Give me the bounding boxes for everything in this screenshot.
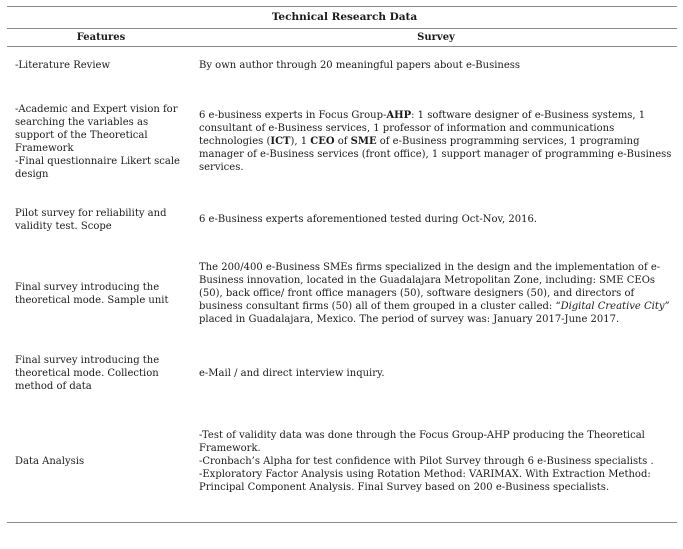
cluster-name: Digital Creative City <box>560 301 665 312</box>
survey-line: -Exploratory Factor Analysis using Rotation Method: VARIMAX. With Extraction Method: Principal Component Analysis. Final Survey based on 200 e-Business specialists. <box>199 468 651 493</box>
feature-cell: Data Analysis <box>7 400 190 523</box>
table-row <box>7 47 677 85</box>
survey-cell <box>190 84 677 199</box>
survey-text: : 1 software designer of e-Business systems, 1 consultant of e-Business services, 1 professor of information and communications technologies ( <box>199 110 646 147</box>
technical-research-data-table <box>7 6 677 523</box>
survey-column-header: Survey <box>190 29 677 47</box>
feature-line: -Academic and Expert vision for searching the variables as support of the Theoretical Framework <box>15 103 178 154</box>
survey-text: The 200/400 e-Business SMEs firms specialized in the design and the implementation of e-Business innovation, located in the Guadalajara Metropolitan Zone, including: SME CEOs (50), back office/ front office managers (50), software designers (50), and directors of business consultant firms (50) all of them grouped in a cluster called: “ <box>199 262 661 312</box>
survey-cell <box>190 240 677 347</box>
table-row <box>7 347 677 400</box>
ahp-term: AHP <box>386 110 412 121</box>
feature-cell: Final survey introducing the theoretical mode. Sample unit <box>15 281 169 306</box>
feature-cell: -Literature Review <box>15 60 111 71</box>
features-column-header: Features <box>7 29 190 47</box>
table-row <box>7 240 677 347</box>
survey-text: ), 1 <box>290 136 311 147</box>
feature-cell <box>7 84 190 199</box>
ceo-term: CEO <box>310 136 335 147</box>
survey-cell: 6 e-Business experts aforementioned tested during Oct-Nov, 2016. <box>199 214 537 225</box>
survey-cell: By own author through 20 meaningful papers about e-Business <box>199 60 521 71</box>
survey-text: 6 e-business experts in Focus Group- <box>199 110 387 121</box>
sme-term: SME <box>350 136 377 147</box>
ict-term: ICT <box>270 136 291 147</box>
survey-text: of <box>334 136 351 147</box>
table-row <box>7 400 677 523</box>
table-title: Technical Research Data <box>7 7 677 29</box>
feature-cell: Final survey introducing the theoretical mode. Collection method of data <box>15 355 160 392</box>
table-row <box>7 84 677 199</box>
survey-text: ” placed in Guadalajara, Mexico. The period of survey was: January 2017-June 2017. <box>199 301 670 325</box>
survey-line: -Cronbach’s Alpha for test confidence with Pilot Survey through 6 e-Business specialists . <box>199 455 654 467</box>
survey-cell <box>190 400 677 523</box>
feature-cell: Pilot survey for reliability and validity test. Scope <box>15 207 167 232</box>
survey-line: -Test of validity data was done through the Focus Group-AHP producing the Theoretical Framework. <box>199 429 645 454</box>
table-row <box>7 199 677 240</box>
feature-line: -Final questionnaire Likert scale design <box>15 155 180 180</box>
survey-text: of e-Business programming services, 1 programing manager of e-Business services (front office), 1 support manager of programming e-Business services. <box>199 136 672 173</box>
survey-cell: e-Mail / and direct interview inquiry. <box>199 368 385 379</box>
